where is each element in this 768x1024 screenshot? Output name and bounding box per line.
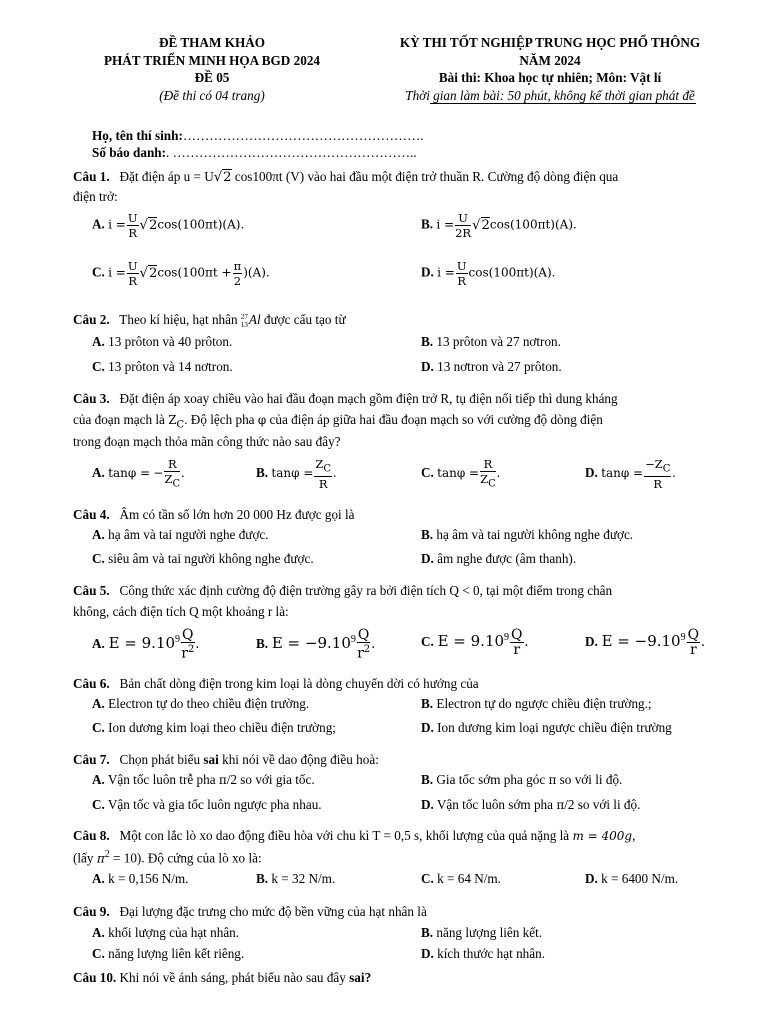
option-a[interactable]: A. $E = 9.10^9$ $\frac{Q}{r^2}$ . — [92, 627, 200, 662]
option-b[interactable]: B. $E = -9.10^9$ $\frac{Q}{r^2}$ . — [256, 627, 376, 662]
option-a[interactable]: A. tanφ = − $\frac{R}{Z_C}$ . — [92, 457, 185, 490]
option-d[interactable]: D. Ion dương kim loại ngược chiều điện trường — [421, 720, 672, 735]
header-right — [362, 35, 738, 105]
question-1 — [73, 169, 733, 209]
option-a[interactable]: A. hạ âm và tai người nghe được. — [92, 527, 269, 542]
option-b[interactable]: B. Electron tự do ngược chiều điện trường.; — [421, 696, 652, 711]
option-b[interactable]: B. tanφ = $\frac{Z_C}{R}$ . — [256, 457, 337, 492]
question-9: Câu 9. Đại lượng đặc trưng cho mức độ bền vững của hạt nhân là — [73, 904, 427, 919]
sqrt-symbol: √2 — [213, 170, 232, 185]
question-8: Câu 8. Một con lắc lò xo dao động điều hòa với chu kì T = 0,5 s, khối lượng của quả nặng là m = 400g, (lấy $\pi^2 = 10$). Độ cứng của lò xo là: — [73, 828, 636, 866]
header-left-subtitle: PHÁT TRIỂN MINH HỌA BGD 2024 — [103, 52, 321, 68]
option-c[interactable]: C. Ion dương kim loại theo chiều điện trường; — [92, 720, 336, 735]
header-right-duration: Thời gian làm bài: 50 phút, không kể thời gian phát đề — [405, 87, 695, 103]
option-d[interactable]: D. 13 nơtron và 27 prôton. — [421, 359, 562, 374]
option-d[interactable]: D. kích thước hạt nhân. — [421, 946, 545, 961]
option-d[interactable]: D. tanφ = $\frac{-Z_C}{R}$ . — [585, 457, 676, 492]
header-right-subject: Bài thi: Khoa học tự nhiên; Môn: Vật lí — [438, 70, 662, 85]
header-left — [62, 35, 362, 105]
option-c[interactable]: C. i = $\frac{U}{R}$ √2cos(100πt + $\frac{\pi}{2}$ )(A). — [92, 259, 270, 288]
header-underline — [430, 103, 696, 104]
header-left-page-count: (Đề thi có 04 trang) — [159, 87, 265, 103]
option-c[interactable]: C. $E = 9.10^9$ $\frac{Q}{r}$ . — [421, 627, 529, 658]
option-d[interactable]: D. $E = -9.10^9$ $\frac{Q}{r}$ . — [585, 627, 705, 658]
option-a[interactable]: A. Electron tự do theo chiều điện trường. — [92, 696, 310, 711]
option-a[interactable]: A. i = $\frac{U}{R}$ √2cos(100πt)(A). — [92, 211, 245, 240]
option-b[interactable]: B. k = 32 N/m. — [256, 871, 336, 886]
option-c[interactable]: C. Vận tốc và gia tốc luôn ngược pha nhau. — [92, 797, 322, 812]
candidate-id-dots: . ……………………………………………….. — [166, 145, 417, 160]
header-right-title: KỲ THI TỐT NGHIỆP TRUNG HỌC PHỔ THÔNG — [399, 35, 701, 50]
question-text: Đặt điện áp u = U — [119, 169, 214, 184]
candidate-id-row — [92, 145, 424, 162]
option-c[interactable]: C. 13 prôton và 14 nơtron. — [92, 359, 233, 374]
option-a[interactable]: A. k = 0,156 N/m. — [92, 871, 189, 886]
option-c[interactable]: C. k = 64 N/m. — [421, 871, 501, 886]
candidate-name-row — [92, 128, 424, 145]
option-c[interactable]: C. siêu âm và tai người không nghe được. — [92, 551, 314, 566]
candidate-id-label: Số báo danh: — [92, 145, 167, 160]
question-10: Câu 10. Khi nói về ánh sáng, phát biểu nào sau đây sai? — [73, 970, 372, 985]
option-d[interactable]: D. Vận tốc luôn sớm pha π/2 so với li độ. — [421, 797, 641, 812]
header-left-exam-code: ĐỀ 05 — [194, 70, 230, 85]
question-5: Câu 5. Công thức xác định cường độ điện trường gây ra bởi điện tích Q < 0, tại một điểm trong chân không, cách điện tích Q một khoảng r là: — [73, 583, 613, 619]
exam-header — [0, 35, 768, 110]
question-text-line3: điện trở: — [73, 189, 118, 204]
question-6: Câu 6. Bản chất dòng điện trong kim loại là dòng chuyển dời có hướng của — [73, 676, 479, 691]
option-b[interactable]: B. năng lượng liên kết. — [421, 925, 543, 940]
header-left-title: ĐỀ THAM KHẢO — [159, 35, 265, 50]
question-4: Câu 4. Âm có tần số lớn hơn 20 000 Hz được gọi là — [73, 507, 355, 522]
option-b[interactable]: B. hạ âm và tai người không nghe được. — [421, 527, 634, 542]
candidate-name-label: Họ, tên thí sinh: — [92, 128, 183, 143]
option-c[interactable]: C. năng lượng liên kết riêng. — [92, 946, 245, 961]
nuclide-symbol: 27 13 — [240, 312, 248, 329]
option-a[interactable]: A. khối lượng của hạt nhân. — [92, 925, 240, 940]
option-a[interactable]: A. 13 prôton và 40 prôton. — [92, 334, 233, 349]
option-d[interactable]: D. k = 6400 N/m. — [585, 871, 679, 886]
option-b[interactable]: B. 13 prôton và 27 nơtron. — [421, 334, 561, 349]
option-d[interactable]: D. âm nghe được (âm thanh). — [421, 551, 577, 566]
question-3: Câu 3. Đặt điện áp xoay chiều vào hai đầu đoạn mạch gồm điện trở R, tụ điện nối tiếp thì dung kháng của đoạn mạch là $Z_C$. Độ lệch pha φ của điện áp giữa hai đầu đoạn mạch so với cường độ dòng điện trong đoạn mạch thỏa mãn công thức nào sau đây? — [73, 391, 618, 449]
candidate-info — [92, 128, 424, 162]
question-2: Câu 2. Theo kí hiệu, hạt nhân 27 13 Al được cấu tạo từ — [73, 312, 346, 329]
question-label: Câu 1. — [73, 169, 110, 184]
candidate-name-dots: ………………………………………………. — [182, 128, 424, 143]
option-d[interactable]: D. i = $\frac{U}{R}$ cos(100πt)(A). — [421, 259, 556, 288]
header-right-year: NĂM 2024 — [519, 52, 581, 68]
option-b[interactable]: B. i = $\frac{U}{2R}$ √2cos(100πt)(A). — [421, 211, 577, 240]
question-7: Câu 7. Chọn phát biểu sai khi nói về dao động điều hoà: — [73, 752, 379, 767]
option-c[interactable]: C. tanφ = $\frac{R}{Z_C}$ . — [421, 457, 501, 490]
question-text-cont: cos100πt (V) vào hai đầu một điện trở thuần R. Cường độ dòng điện qua — [234, 169, 619, 184]
option-a[interactable]: A. Vận tốc luôn trễ pha π/2 so với gia tốc. — [92, 772, 315, 787]
option-b[interactable]: B. Gia tốc sớm pha góc π so với li độ. — [421, 772, 623, 787]
